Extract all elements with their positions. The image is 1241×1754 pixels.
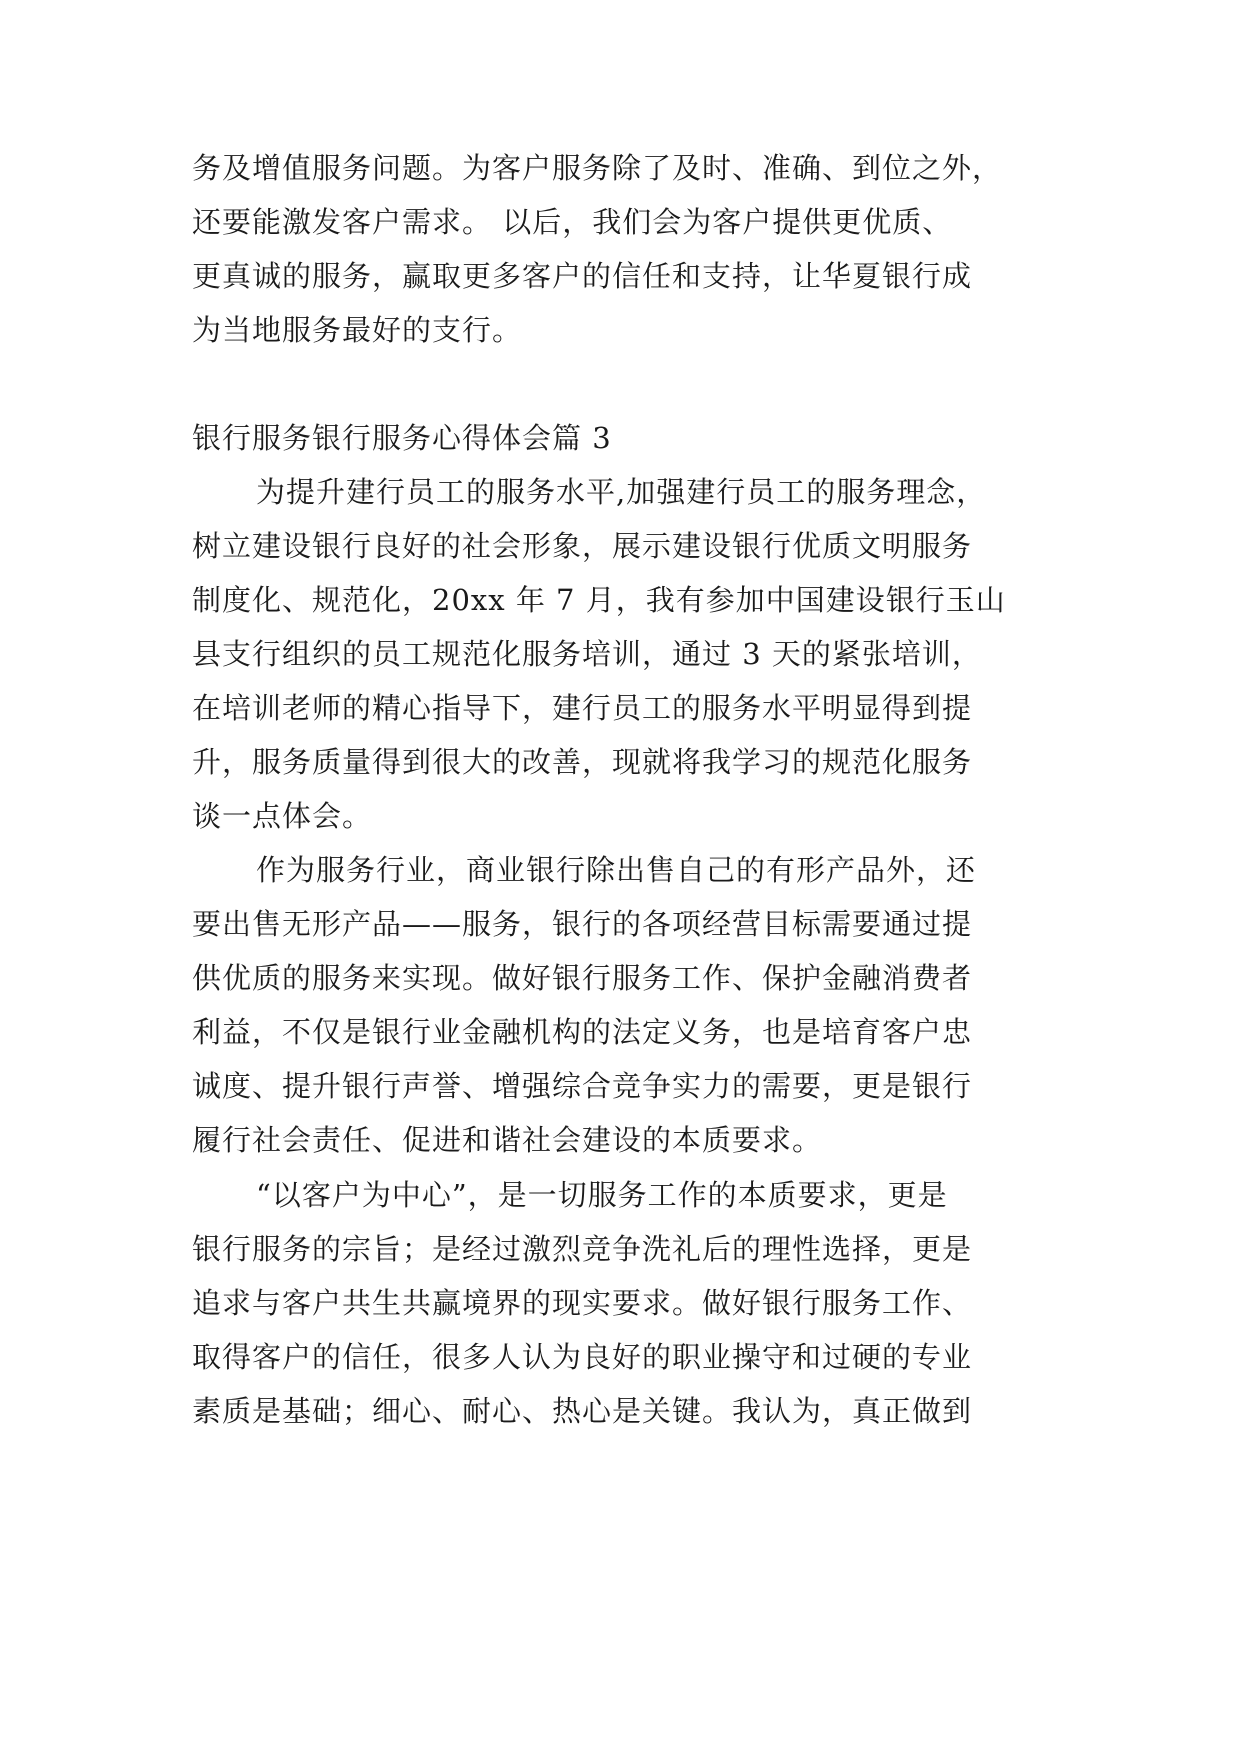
- text-line: 追求与客户共生共赢境界的现实要求。做好银行服务工作、: [192, 1286, 973, 1320]
- text-line: 供优质的服务来实现。做好银行服务工作、保护金融消费者: [192, 961, 973, 995]
- text-line: 升，服务质量得到很大的改善，现就将我学习的规范化服务: [192, 745, 973, 779]
- text-line: 银行服务的宗旨；是经过激烈竞争洗礼后的理性选择，更是: [192, 1232, 973, 1266]
- text-line: 利益，不仅是银行业金融机构的法定义务，也是培育客户忠: [192, 1015, 973, 1049]
- text-line: 作为服务行业，商业银行除出售自己的有形产品外，还: [256, 853, 977, 887]
- text-line: 为提升建行员工的服务水平,加强建行员工的服务理念，: [256, 475, 987, 509]
- text-line: 更真诚的服务，赢取更多客户的信任和支持，让华夏银行成: [192, 259, 973, 293]
- text-line: 务及增值服务问题。为客户服务除了及时、准确、到位之外，: [192, 151, 1003, 185]
- text-line: 素质是基础；细心、耐心、热心是关键。我认为，真正做到: [192, 1394, 973, 1428]
- text-line: 在培训老师的精心指导下，建行员工的服务水平明显得到提: [192, 691, 973, 725]
- section-title-text: 银行服务银行服务心得体会篇 3: [192, 421, 612, 455]
- text-line: 为当地服务最好的支行。: [192, 313, 523, 347]
- text-line: 制度化、规范化，20xx 年 7 月，我有参加中国建设银行玉山: [192, 583, 1006, 617]
- text-line: 树立建设银行良好的社会形象，展示建设银行优质文明服务: [192, 529, 973, 563]
- text-line: 要出售无形产品——服务，银行的各项经营目标需要通过提: [192, 907, 973, 941]
- text-line: “以客户为中心”，是一切服务工作的本质要求，更是: [256, 1178, 948, 1212]
- text-line: 谈一点体会。: [192, 799, 373, 833]
- text-line: 诚度、提升银行声誉、增强综合竞争实力的需要，更是银行: [192, 1069, 973, 1103]
- text-line: 取得客户的信任，很多人认为良好的职业操守和过硬的专业: [192, 1340, 973, 1374]
- text-line: 县支行组织的员工规范化服务培训，通过 3 天的紧张培训，: [192, 637, 982, 671]
- text-line: 履行社会责任、促进和谐社会建设的本质要求。: [192, 1123, 823, 1157]
- text-line: 还要能激发客户需求。 以后，我们会为客户提供更优质、: [192, 205, 953, 239]
